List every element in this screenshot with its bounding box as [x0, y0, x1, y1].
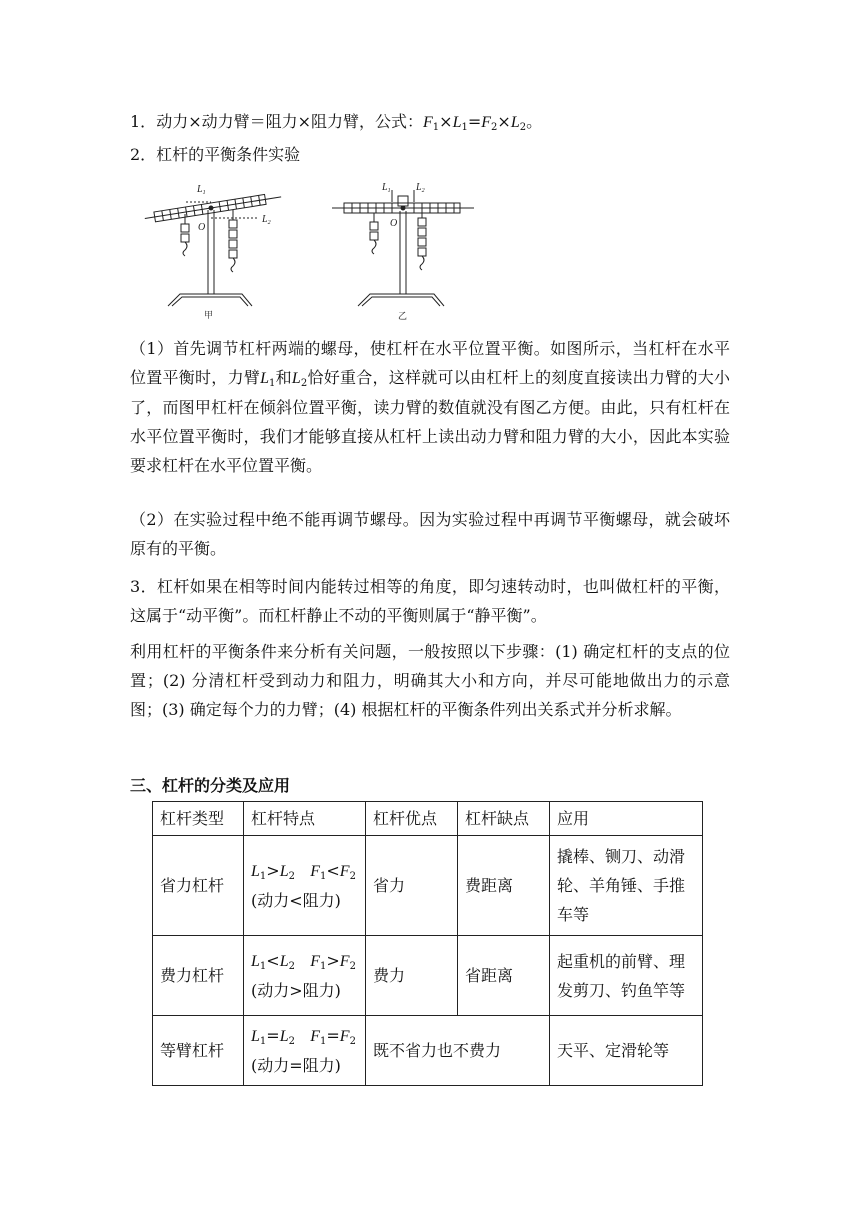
lever-figure-jia [140, 178, 290, 324]
table-cell-application: 起重机的前臂、理发剪刀、钓鱼竿等 [550, 936, 703, 1016]
table-row [153, 936, 703, 1016]
jia-l1-label: $L_1$ [197, 184, 206, 196]
yi-l2-label: $L_2$ [416, 182, 425, 194]
table-header-cell: 杠杆缺点 [458, 802, 550, 836]
item-1-text: 动力×动力臂＝阻力×阻力臂，公式： [156, 112, 424, 131]
paragraph-steps: 利用杠杆的平衡条件来分析有关问题，一般按照以下步骤：(1) 确定杠杆的支点的位置；(2) 分清杠杆受到动力和阻力，明确其大小和方向，并尽可能地做出力的示意图；(3) 确定每个力的力臂；(4) 根据杠杆的平衡条件列出关系式并分析求解。 [130, 642, 730, 719]
table-header-cell: 杠杆优点 [366, 802, 458, 836]
paragraph-2: （2）在实验过程中绝不能再调节螺母。因为实验过程中再调节平衡螺母，就会破坏原有的平衡。 [130, 510, 730, 558]
paragraph-1: （1）首先调节杠杆两端的螺母，使杠杆在水平位置平衡。如图所示，当杠杆在水平位置平衡时，力臂$L_1$和$L_2$恰好重合，这样就可以由杠杆上的刻度直接读出力臂的大小了，而图甲杠杆在倾斜位置平衡，读力臂的数值就没有图乙方便。由此，只有杠杆在水平位置平衡时，我们才能够直接从杠杆上读出动力臂和阻力臂的大小，因此本实验要求杠杆在水平位置平衡。 [130, 339, 730, 475]
jia-caption: 甲 [204, 311, 214, 321]
yi-pivot-label: O [390, 218, 398, 229]
table-cell-pro: 费力 [366, 936, 458, 1016]
lever-classification-table [152, 801, 703, 1086]
table-row [153, 836, 703, 936]
table-cell-application: 撬棒、铡刀、动滑轮、羊角锤、手推车等 [550, 836, 703, 936]
table-header-cell: 应用 [550, 802, 703, 836]
table-cell-merged: 既不省力也不费力 [366, 1016, 550, 1086]
table-cell-application: 天平、定滑轮等 [550, 1016, 703, 1086]
balance-formula: $F_1\times L_1=F_2\times L_2$。 [423, 112, 543, 133]
table-cell-feature: $L_1<L_2$ $F_1>F_2$ (动力>阻力) [244, 936, 366, 1016]
lever-figure-yi [330, 178, 480, 324]
table-cell-type: 省力杠杆 [153, 836, 244, 936]
paragraph-3: 3．杠杆如果在相等时间内能转过相等的角度，即匀速转动时，也叫做杠杆的平衡，这属于“动平衡”。而杠杆静止不动的平衡则属于“静平衡”。 [130, 577, 730, 625]
jia-pivot-label: O [198, 222, 206, 233]
table-cell-feature: $L_1=L_2$ $F_1=F_2$ (动力=阻力) [244, 1016, 366, 1086]
table-header-row [153, 802, 703, 836]
table-cell-pro: 省力 [366, 836, 458, 936]
table-cell-feature: $L_1>L_2$ $F_1<F_2$ (动力<阻力) [244, 836, 366, 936]
table-header-cell: 杠杆类型 [153, 802, 244, 836]
item-2-title: 2．杠杆的平衡条件实验 [130, 145, 301, 164]
yi-l1-label: $L_1$ [382, 182, 391, 194]
table-cell-con: 费距离 [458, 836, 550, 936]
table-cell-type: 等臂杠杆 [153, 1016, 244, 1086]
table-header-cell: 杠杆特点 [244, 802, 366, 836]
section-3-heading: 三、杠杆的分类及应用 [130, 776, 291, 795]
jia-l2-label: $L_2$ [262, 214, 271, 226]
table-cell-con: 省距离 [458, 936, 550, 1016]
yi-caption: 乙 [398, 312, 408, 322]
table-cell-type: 费力杠杆 [153, 936, 244, 1016]
item-1-number: 1． [130, 112, 157, 131]
item-1 [130, 112, 542, 133]
table-row [153, 1016, 703, 1086]
